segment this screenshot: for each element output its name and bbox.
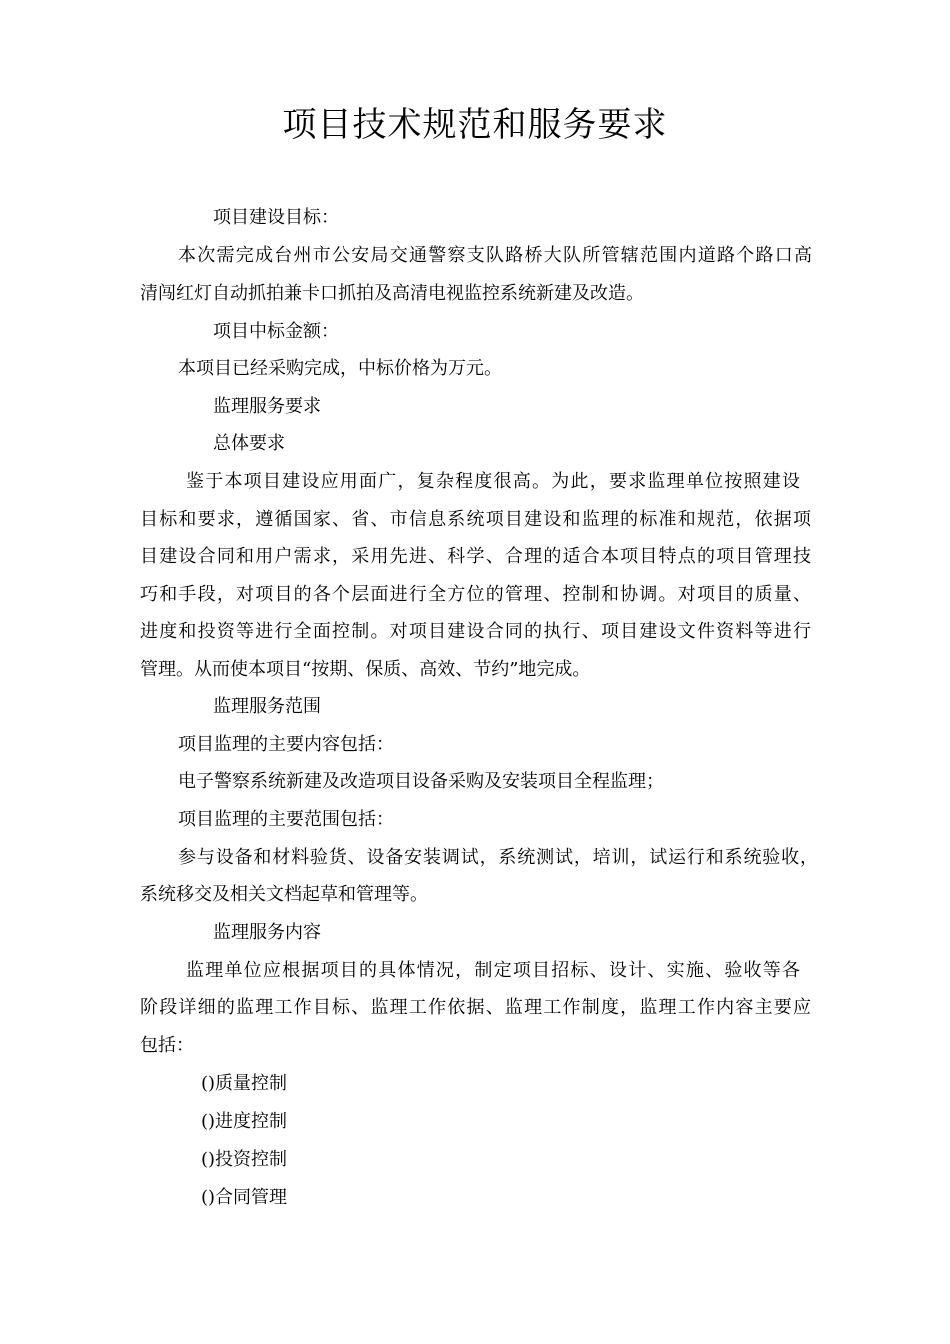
paragraph-overall-line-6: 管理。从而使本项目“按期、保质、高效、节约”地完成。 — [140, 659, 591, 680]
paragraph-bid-amount: 本项目已经采购完成，中标价格为万元。 — [178, 358, 502, 379]
heading-service-scope: 监理服务范围 — [213, 696, 321, 717]
paragraph-scope-line-2: 电子警察系统新建及改造项目设备采购及安装项目全程监理； — [178, 771, 664, 792]
paragraph-overall-line-2: 目标和要求，遵循国家、省、市信息系统项目建设和监理的标准和规范，依据项 — [140, 509, 811, 530]
paragraph-content-line-1: 监理单位应根据项目的具体情况，制定项目招标、设计、实施、验收等各 — [186, 960, 800, 981]
paragraph-overall-line-1: 鉴于本项目建设应用面广，复杂程度很高。为此，要求监理单位按照建设 — [186, 471, 800, 492]
list-item-quality-control: ()质量控制 — [201, 1073, 288, 1094]
paragraph-goal-line-1: 本次需完成台州市公安局交通警察支队路桥大队所管辖范围内道路个路口高 — [178, 245, 812, 266]
paragraph-content-line-2: 阶段详细的监理工作目标、监理工作依据、监理工作制度，监理工作内容主要应 — [140, 997, 811, 1018]
paragraph-scope-line-1: 项目监理的主要内容包括： — [178, 734, 394, 755]
heading-service-content: 监理服务内容 — [213, 922, 321, 943]
list-item-schedule-control: ()进度控制 — [201, 1111, 288, 1132]
heading-overall-requirements: 总体要求 — [213, 433, 285, 454]
heading-service-requirements: 监理服务要求 — [213, 396, 321, 417]
paragraph-scope-line-3: 项目监理的主要范围包括： — [178, 809, 394, 830]
paragraph-overall-line-4: 巧和手段，对项目的各个层面进行全方位的管理、控制和协调。对项目的质量、 — [140, 584, 811, 605]
document-title: 项目技术规范和服务要求 — [282, 105, 668, 145]
heading-project-goal: 项目建设目标： — [213, 207, 339, 228]
paragraph-scope-line-4: 参与设备和材料验货、设备安装调试，系统测试，培训，试运行和系统验收， — [178, 847, 818, 868]
list-item-contract-management: ()合同管理 — [201, 1187, 288, 1208]
paragraph-goal-line-2: 清闯红灯自动抓拍兼卡口抓拍及高清电视监控系统新建及改造。 — [140, 283, 644, 304]
paragraph-scope-line-5: 系统移交及相关文档起草和管理等。 — [140, 884, 428, 905]
paragraph-content-line-3: 包括： — [140, 1035, 194, 1056]
heading-bid-amount: 项目中标金额： — [213, 321, 339, 342]
list-item-investment-control: ()投资控制 — [201, 1149, 288, 1170]
paragraph-overall-line-5: 进度和投资等进行全面控制。对项目建设合同的执行、项目建设文件资料等进行 — [140, 621, 811, 642]
paragraph-overall-line-3: 目建设合同和用户需求，采用先进、科学、合理的适合本项目特点的项目管理技 — [140, 546, 811, 567]
